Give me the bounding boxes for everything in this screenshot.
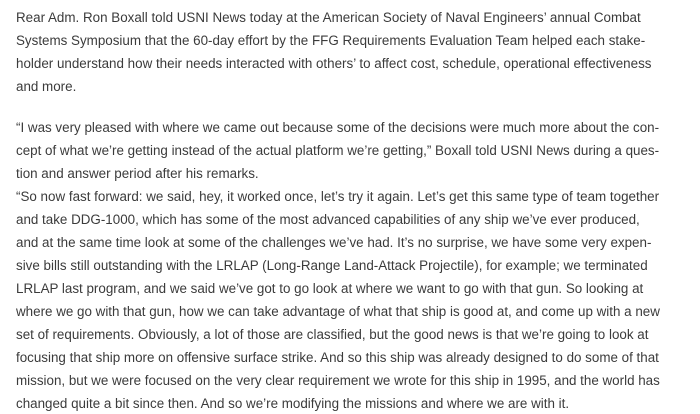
- article-line: focusing that ship more on offensive surface strike. And so this ship was already designed to do some of that: [16, 350, 659, 365]
- article-line: set of requirements. Obviously, a lot of those are classified, but the good news is that we’re going to look at: [16, 327, 649, 342]
- article-line: and at the same time look at some of the challenges we’ve had. It’s no surprise, we have some very expen-: [16, 235, 652, 250]
- article-line: “I was very pleased with where we came out because some of the decisions were much more about the con-: [16, 120, 660, 135]
- article-line: Rear Adm. Ron Boxall told USNI News today at the American Society of Naval Engineers’ annual Combat: [16, 10, 641, 25]
- article-line: changed quite a bit since then. And so we’re modifying the missions and where we are with it.: [16, 396, 570, 411]
- article-line: where we go with that gun, how we can take advantage of what that ship is good at, and come up with a new: [16, 304, 660, 319]
- article-line: LRLAP last program, and we said we’ve got to go look at where we want to go with that gun. So looking at: [16, 281, 644, 296]
- article-line: mission, but we were focused on the very clear requirement we wrote for this ship in 1995, and the world has: [16, 373, 660, 388]
- article-line: cept of what we’re getting instead of the actual platform we’re getting,” Boxall told USNI News during a ques-: [16, 143, 660, 158]
- article-line: sive bills still outstanding with the LRLAP (Long-Range Land-Attack Projectile), for example; we terminated: [16, 258, 648, 273]
- article-line: tion and answer period after his remarks.: [16, 166, 259, 181]
- article-line: and take DDG-1000, which has some of the most advanced capabilities of any ship we’ve ever produced,: [16, 212, 640, 227]
- article-line: and more.: [16, 79, 77, 94]
- article-line: “So now fast forward: we said, hey, it worked once, let’s try it again. Let’s get this same type of team together: [16, 189, 660, 204]
- article-line: Systems Symposium that the 60-day effort by the FFG Requirements Evaluation Team helped each stake-: [16, 33, 646, 48]
- article-line: holder understand how their needs interacted with others’ to affect cost, schedule, operational effectiveness: [16, 56, 652, 71]
